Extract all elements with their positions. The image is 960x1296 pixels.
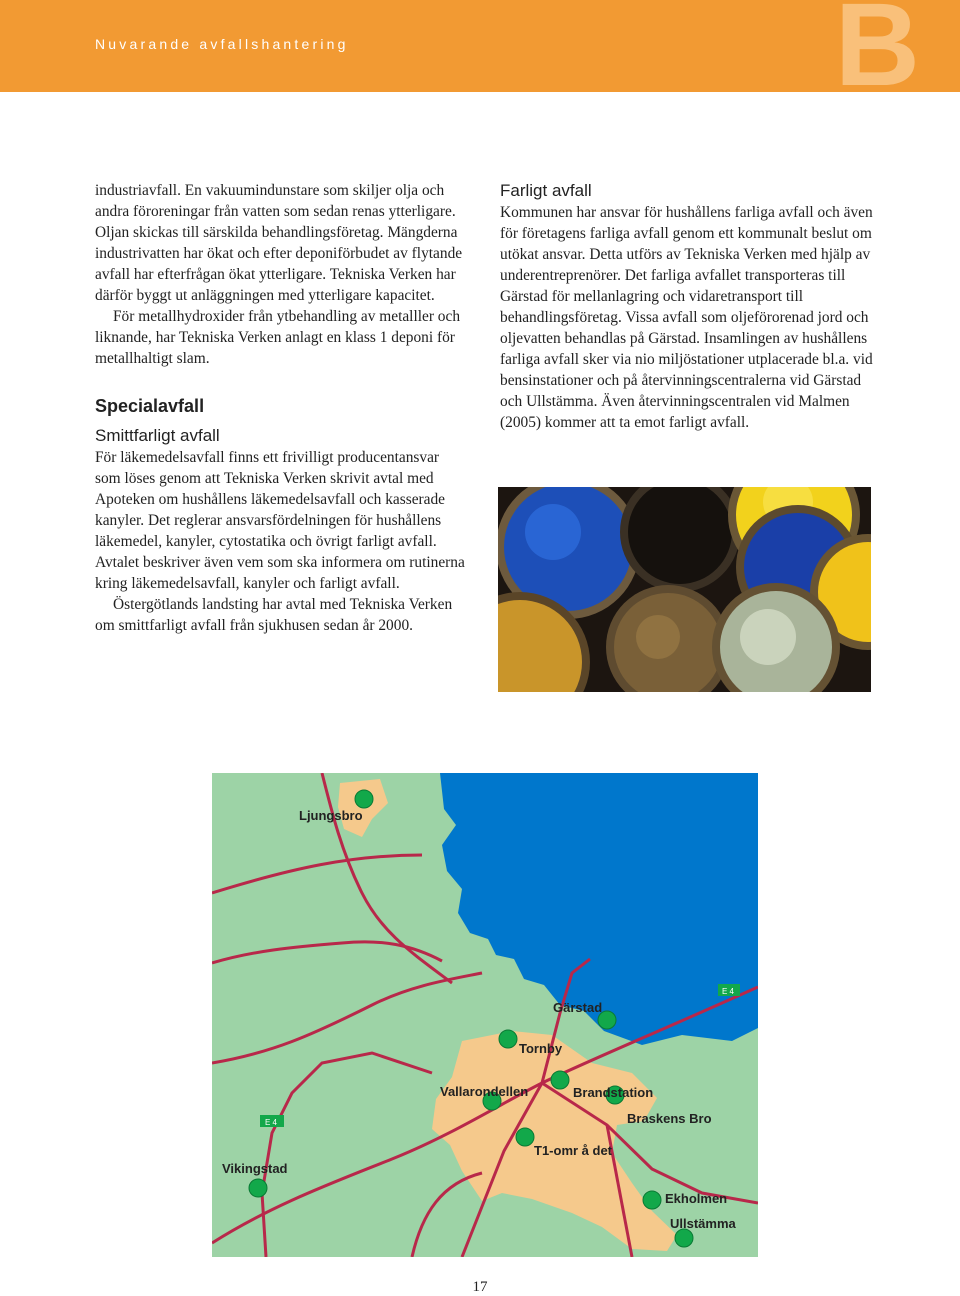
label-vikingstad: Vikingstad (222, 1161, 288, 1176)
marker-tornby (499, 1030, 517, 1048)
body-paragraph-2: Östergötlands landsting har avtal med Tekniska Verken om smittfarligt avfall från sjukhusen sedan år 2000. (95, 596, 453, 634)
subheading-smittfarligt: Smittfarligt avfall (95, 426, 220, 445)
location-map (212, 773, 758, 1257)
label-ullstamma: Ullstämma (670, 1216, 736, 1231)
marker-ekholmen (643, 1191, 661, 1209)
section-heading: Specialavfall (95, 396, 205, 416)
marker-ullstamma (675, 1229, 693, 1247)
marker-vikingstad (249, 1179, 267, 1197)
label-brandstation: Brandstation (573, 1085, 654, 1100)
label-braskens-bro: Braskens Bro (627, 1111, 712, 1126)
body-paragraph-1: För läkemedelsavfall finns ett frivilligt producentansvar som löses genom att Tekniska Verken skrivit avtal med Apoteken om hushållens läkemedelsavfall och kasserade kanyler. Det reglerar ansvarsfördelningen för hushållens läkemedel, kanyler, cytostatika och övrigt farligt avfall. Avtalet beskriver även vem som ska informera om rutinerna kring läkemedelsavfall, kanyler och farligt avfall. (95, 449, 465, 592)
header-title: Nuvarande avfallshantering (95, 36, 349, 52)
label-ekholmen: Ekholmen (665, 1191, 728, 1206)
page-header (0, 0, 960, 111)
section-letter: B (834, 0, 920, 111)
intro-paragraph-2: För metallhydroxider från ytbehandling av metalller och liknande, har Tekniska Verken anlagt en klass 1 deponi för metallhaltigt slam. (95, 308, 461, 367)
right-body-paragraph: Kommunen har ansvar för hushållens farliga avfall och även för företagens farliga avfall genom ett kommunalt beslut om utökat ansvar. Detta utförs av Tekniska Verken med hjälp av underentreprenörer. Det farliga avfallet transporteras till Gärstad för mellanlagring och vidaretransport till behandlingsföretag. Vissa avfall som oljeförorenad jord och oljevatten behandlas på Gärstad. Insamlingen av hushållens farliga avfall sker via nio miljöstationer utplacerade bl.a. vid bensinstationer och på återvinningscentralerna vid Gärstad och Ullstämma. Även återvinningscentralen vid Malmen (2005) kommer att ta emot farligt avfall. (500, 204, 873, 431)
map-illustration (212, 773, 758, 1257)
intro-paragraph-1: industriavfall. En vakuumindunstare som skiljer olja och andra föroreningar från vatten som sedan renas ytterligare. Oljan skickas till särskilda behandlingsföretag. Mängderna industrivatten har ökat och efter deponiförbudet av flytande avfall har efterfrågan ökat ytterligare. Tekniska Verken har därför byggt ut anläggningen med ytterligare kapacitet. (95, 182, 463, 304)
road-sign-e4-west: E 4 (265, 1118, 278, 1127)
label-t1-omradet: T1-omr å det (534, 1143, 613, 1158)
subheading-farligt: Farligt avfall (500, 181, 592, 200)
left-column (95, 180, 467, 636)
label-garstad: Gärstad (553, 1000, 603, 1015)
label-ljungsbro: Ljungsbro (299, 808, 363, 823)
marker-ljungsbro (355, 790, 373, 808)
road-sign-e4-east: E 4 (722, 987, 735, 996)
paint-cans-illustration (498, 487, 871, 692)
label-tornby: Tornby (519, 1041, 563, 1056)
label-vallarondellen: Vallarondellen (440, 1084, 529, 1099)
marker-t1-omradet (516, 1128, 534, 1146)
page-number: 17 (472, 1279, 488, 1295)
paint-cans-photo (498, 487, 871, 692)
marker-vallarondellen-2 (551, 1071, 569, 1089)
right-column (500, 180, 885, 433)
